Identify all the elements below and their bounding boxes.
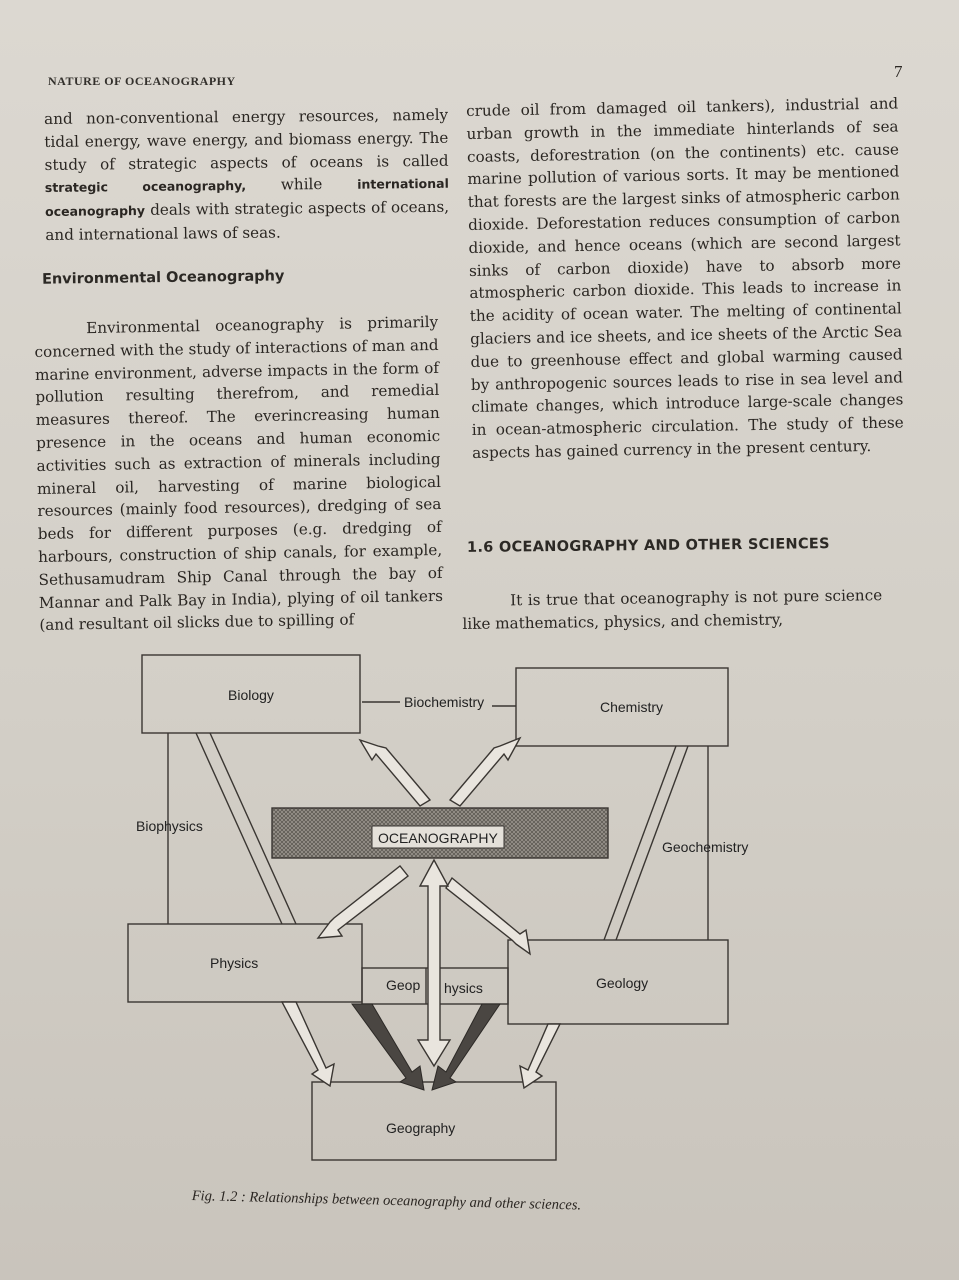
oceanography-label: OCEANOGRAPHY xyxy=(378,830,498,846)
page-number: 7 xyxy=(894,62,903,81)
biophysics-label: Biophysics xyxy=(136,818,203,834)
section-heading: 1.6 OCEANOGRAPHY AND OTHER SCIENCES xyxy=(466,536,830,556)
term-strategic-oceanography: strategic oceanography, xyxy=(44,178,247,196)
paragraph-text: Environmental oceanography is primarily concerned with the study of interactions of man and marine environment, adverse impacts in the form of pollution resulting therefrom, and remedial measures thereof. The everincreasing human presence in the oceans and human economic activities such as extraction of minerals including mineral oil, harvesting of marine biological resources (mainly food resources), dredging of sea beds for different purposes (e.g. dredging of harbours, construction of ship canals, for example, Sethusamudram Ship Canal through the bay of Mannar and Palk Bay in India), plying of oil tankers (and resultant oil slicks due to spilling of xyxy=(34,312,444,635)
geochemistry-label: Geochemistry xyxy=(662,839,749,855)
text-span: deals with strategic aspects of oceans, and international laws of seas. xyxy=(45,197,450,244)
text-span: while xyxy=(245,175,358,195)
text-span: and non-conventional energy resources, namely tidal energy, wave energy, and biomass energy. The study of strategic aspects of oceans is called xyxy=(44,105,449,174)
geophysics-label-right: hysics xyxy=(444,980,483,996)
environmental-paragraph xyxy=(34,311,444,637)
geophysics-label-left: Geop xyxy=(386,977,421,993)
biology-label: Biology xyxy=(228,687,274,703)
biochemistry-label: Biochemistry xyxy=(404,694,485,710)
right-paragraph xyxy=(466,92,904,464)
left-intro-paragraph xyxy=(44,104,449,247)
paragraph-text: It is true that oceanography is not pure science like mathematics, physics, and chemistry, xyxy=(462,586,883,633)
geography-label: Geography xyxy=(386,1120,456,1136)
section-intro-paragraph xyxy=(462,584,883,635)
relationship-diagram xyxy=(0,640,959,1200)
running-title: NATURE OF OCEANOGRAPHY xyxy=(48,74,236,88)
figure-caption: Fig. 1.2 : Relationships between oceanography and other sciences. xyxy=(191,1188,582,1214)
paragraph-text: crude oil from damaged oil tankers), industrial and urban growth in the immediate hinterlands of sea coasts, deforestration (on the continents) etc. cause marine pollution of various sorts. It may be mentioned that forests are the largest sinks of atmospheric carbon dioxide. Deforestation reduces consumption of carbon dioxide, and hence oceans (which are second largest sinks of carbon dioxide) have to absorb more atmospheric carbon dioxide. This leads to increase in the acidity of ocean water. The melting of continental glaciers and ice sheets, and ice sheets of the Arctic Sea due to greenhouse effect and global warming caused by anthropogenic sources leads to rise in sea level and climate changes, which introduce large-scale changes in ocean-atmospheric circulation. The study of these aspects has gained currency in the present century. xyxy=(466,94,904,462)
environmental-oceanography-heading: Environmental Oceanography xyxy=(41,268,285,288)
physics-label: Physics xyxy=(210,955,259,971)
term-international-oceanography: international oceanography xyxy=(45,176,449,220)
geology-label: Geology xyxy=(596,975,649,991)
chemistry-label: Chemistry xyxy=(600,699,664,715)
